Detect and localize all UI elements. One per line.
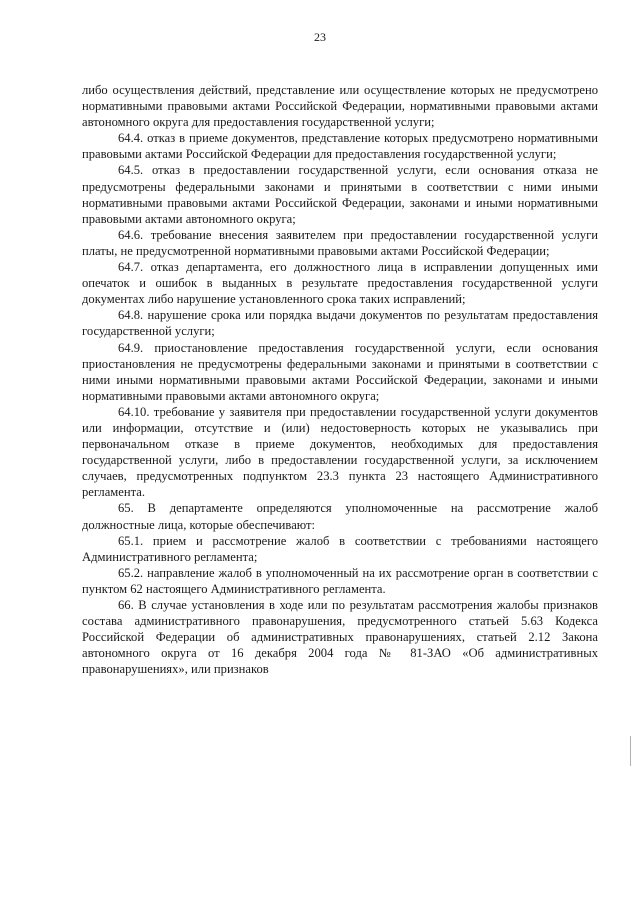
paragraph-64-7: 64.7. отказ департамента, его должностного лица в исправлении допущенных ими опечаток и ошибок в выданных в результате предоставления государственной услуги документах либо нарушение установленного срока таких исправлений; (82, 260, 598, 307)
page-number: 23 (314, 30, 326, 44)
paragraph-continuation: либо осуществления действий, представление или осуществление которых не предусмотрено нормативными правовыми актами Российской Федерации, нормативными правовыми актами автономного округа для предоставления государственной услуги; (82, 83, 598, 130)
paragraph-64-5: 64.5. отказ в предоставлении государственной услуги, если основания отказа не предусмотрены федеральными законами и принятыми в соответствии с ними иными нормативными правовыми актами Российской Федерации, законами и иными нормативными правовыми актами автономного округа; (82, 163, 598, 226)
paragraph-65-1: 65.1. прием и рассмотрение жалоб в соответствии с требованиями настоящего Административного регламента; (82, 533, 598, 564)
paragraph-64-8: 64.8. нарушение срока или порядка выдачи документов по результатам предоставления государственной услуги; (82, 308, 598, 339)
scan-edge-mark (630, 736, 631, 766)
paragraph-65: 65. В департаменте определяются уполномоченные на рассмотрение жалоб должностные лица, которые обеспечивают: (82, 501, 598, 532)
paragraph-64-10: 64.10. требование у заявителя при предоставлении государственной услуги документов или информации, отсутствие и (или) недостоверность которых не указывались при первоначальном отказе в приеме документов, необходимых для предоставления государственной услуги, либо в предоставлении государственной услуги, за исключением случаев, предусмотренных подпунктом 23.3 пункта 23 настоящего Административного регламента. (82, 404, 598, 500)
paragraph-65-2: 65.2. направление жалоб в уполномоченный на их рассмотрение орган в соответствии с пунктом 62 настоящего Административного регламента. (82, 565, 598, 596)
document-body (82, 82, 598, 677)
paragraph-64-4: 64.4. отказ в приеме документов, представление которых предусмотрено нормативными правовыми актами Российской Федерации для предоставления государственной услуги; (82, 131, 598, 162)
paragraph-64-6: 64.6. требование внесения заявителем при предоставлении государственной услуги платы, не предусмотренной нормативными правовыми актами Российской Федерации; (82, 227, 598, 258)
paragraph-64-9: 64.9. приостановление предоставления государственной услуги, если основания приостановления не предусмотрены федеральными законами и принятыми в соответствии с ними иными нормативными правовыми актами Российской Федерации, законами и иными нормативными правовыми актами автономного округа; (82, 340, 598, 403)
paragraph-66: 66. В случае установления в ходе или по результатам рассмотрения жалобы признаков состава административного правонарушения, предусмотренного статьей 5.63 Кодекса Российской Федерации об административных правонарушениях, статьей 2.12 Закона автономного округа от 16 декабря 2004 года № 81-ЗАО «Об административных правонарушениях», или признаков (82, 598, 598, 677)
